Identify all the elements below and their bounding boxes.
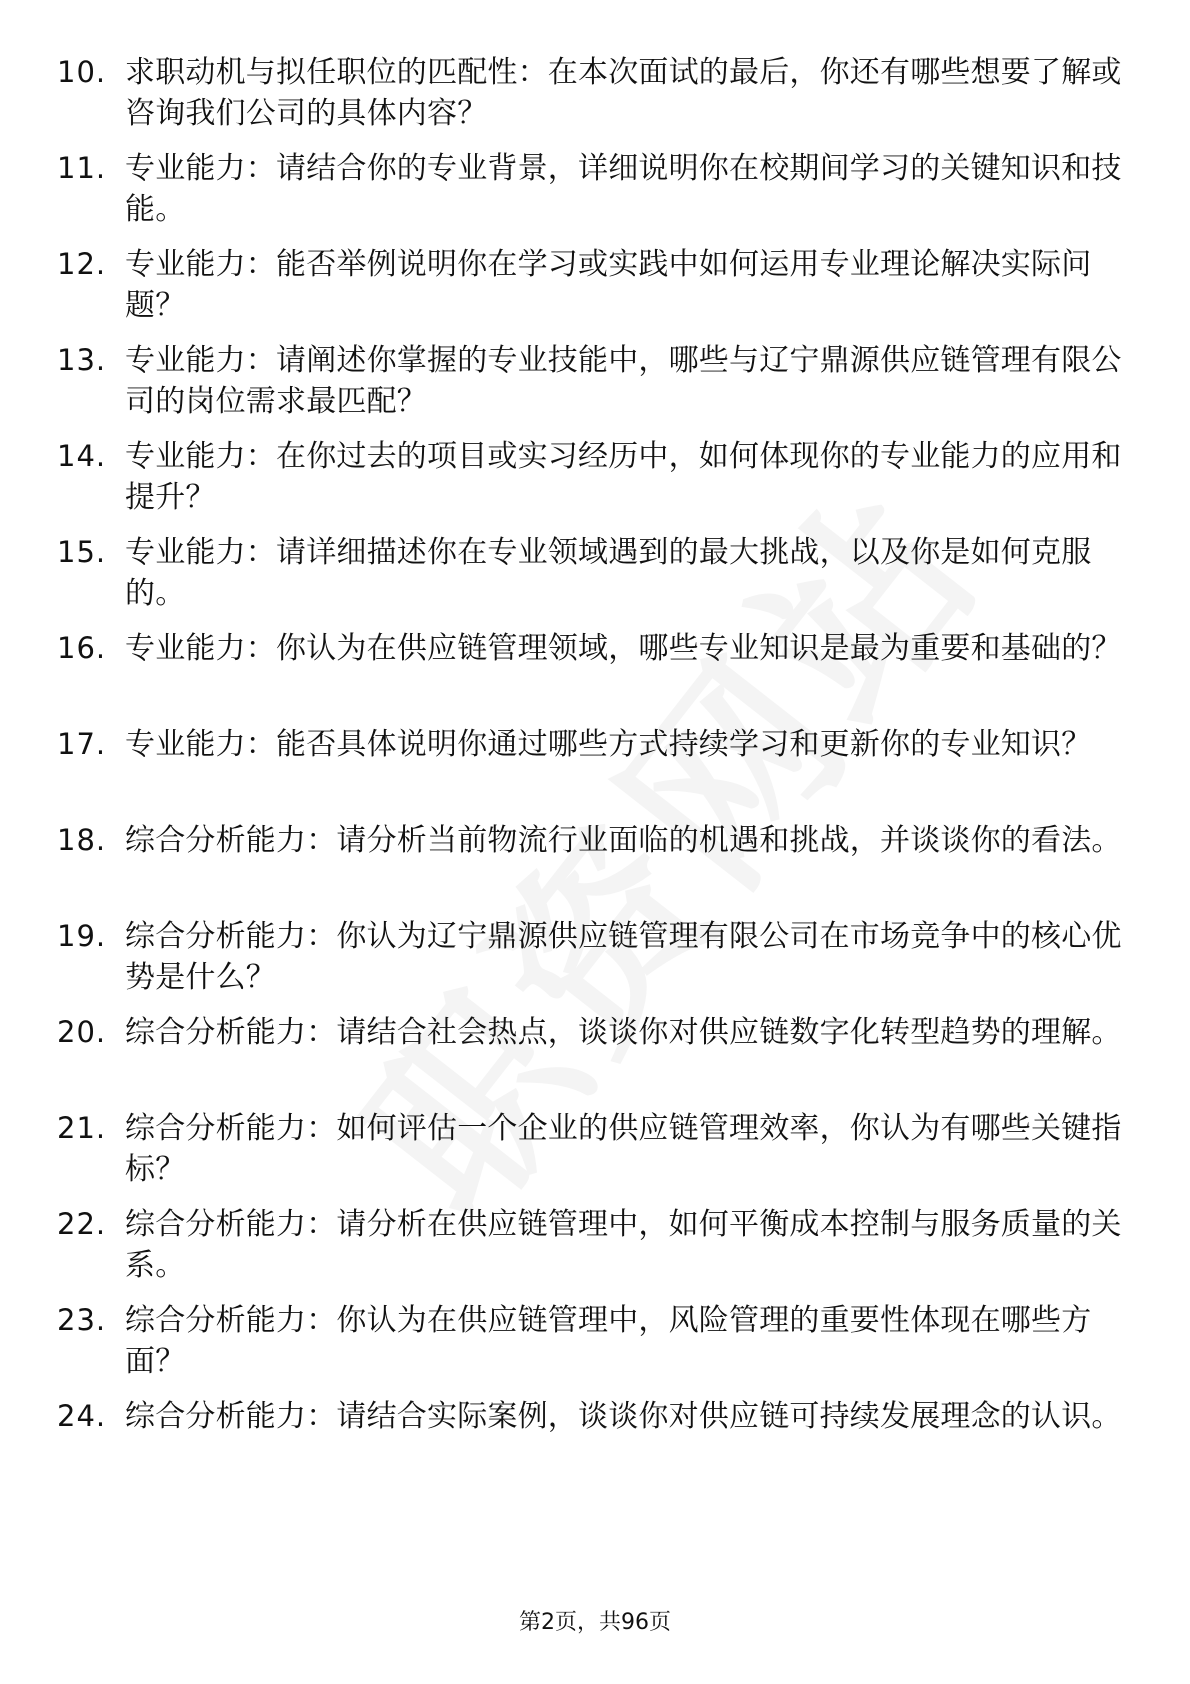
question-number: 14.	[57, 439, 107, 473]
question-number: 21.	[57, 1111, 107, 1145]
question-text: 专业能力：你认为在供应链管理领域，哪些专业知识是最为重要和基础的？	[125, 631, 1122, 666]
question-item	[0, 52, 1190, 148]
question-number: 17.	[57, 727, 107, 761]
question-item	[0, 724, 1190, 820]
question-number: 12.	[57, 247, 107, 281]
question-number: 24.	[57, 1399, 107, 1433]
question-text: 专业能力：请结合你的专业背景，详细说明你在校期间学习的关键知识和技能。	[125, 151, 1122, 227]
question-text: 综合分析能力：请分析在供应链管理中，如何平衡成本控制与服务质量的关系。	[125, 1207, 1122, 1283]
question-number: 11.	[57, 151, 107, 185]
question-text: 综合分析能力：你认为辽宁鼎源供应链管理有限公司在市场竞争中的核心优势是什么？	[125, 919, 1122, 995]
question-number: 16.	[57, 631, 107, 665]
question-item	[0, 532, 1190, 628]
question-text: 综合分析能力：请分析当前物流行业面临的机遇和挑战，并谈谈你的看法。	[125, 823, 1122, 858]
question-text: 求职动机与拟任职位的匹配性：在本次面试的最后，你还有哪些想要了解或咨询我们公司的具体内容？	[125, 55, 1122, 131]
question-item	[0, 340, 1190, 436]
question-item	[0, 148, 1190, 244]
question-number: 23.	[57, 1303, 107, 1337]
question-text: 综合分析能力：你认为在供应链管理中，风险管理的重要性体现在哪些方面？	[125, 1303, 1092, 1379]
question-item	[0, 1108, 1190, 1204]
question-item	[0, 244, 1190, 340]
question-text: 综合分析能力：请结合实际案例，谈谈你对供应链可持续发展理念的认识。	[125, 1399, 1122, 1434]
question-number: 10.	[57, 55, 107, 89]
page-number-footer: 第2页，共96页	[519, 1610, 671, 1635]
question-item	[0, 1396, 1190, 1492]
question-number: 20.	[57, 1015, 107, 1049]
question-text: 专业能力：请详细描述你在专业领域遇到的最大挑战，以及你是如何克服的。	[125, 535, 1092, 611]
question-text: 综合分析能力：请结合社会热点，谈谈你对供应链数字化转型趋势的理解。	[125, 1015, 1122, 1050]
question-item	[0, 1204, 1190, 1300]
question-item	[0, 1300, 1190, 1396]
question-item	[0, 436, 1190, 532]
question-item	[0, 820, 1190, 916]
question-text: 综合分析能力：如何评估一个企业的供应链管理效率，你认为有哪些关键指标？	[125, 1111, 1122, 1187]
question-number: 13.	[57, 343, 107, 377]
question-number: 15.	[57, 535, 107, 569]
question-text: 专业能力：请阐述你掌握的专业技能中，哪些与辽宁鼎源供应链管理有限公司的岗位需求最匹配？	[125, 343, 1122, 419]
question-item	[0, 1012, 1190, 1108]
question-text: 专业能力：在你过去的项目或实习经历中，如何体现你的专业能力的应用和提升？	[125, 439, 1122, 515]
question-item	[0, 628, 1190, 724]
question-number: 19.	[57, 919, 107, 953]
question-number: 18.	[57, 823, 107, 857]
question-number: 22.	[57, 1207, 107, 1241]
question-text: 专业能力：能否举例说明你在学习或实践中如何运用专业理论解决实际问题？	[125, 247, 1092, 323]
question-item	[0, 916, 1190, 1012]
question-text: 专业能力：能否具体说明你通过哪些方式持续学习和更新你的专业知识？	[125, 727, 1092, 762]
